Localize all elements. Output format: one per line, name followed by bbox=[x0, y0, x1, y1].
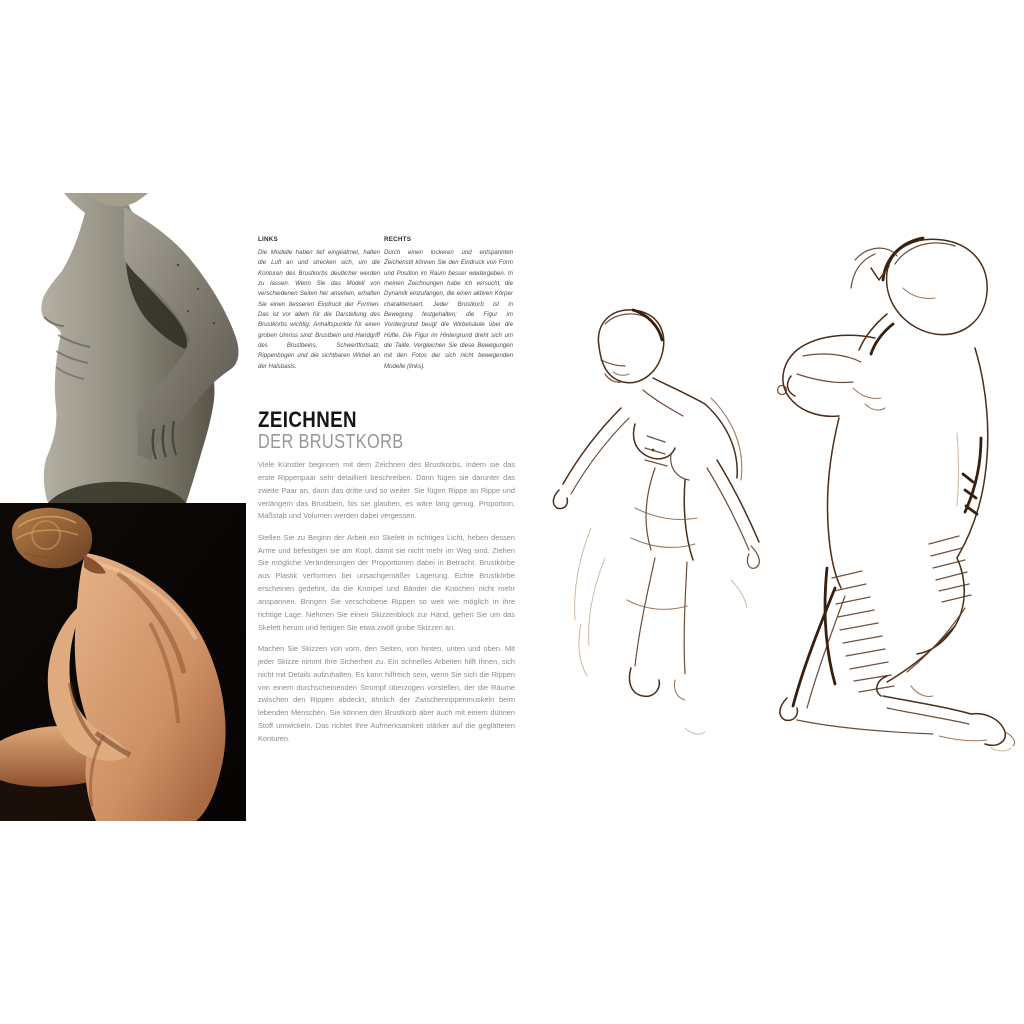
article-title: ZEICHNEN bbox=[258, 407, 357, 432]
caption-rechts bbox=[384, 236, 513, 372]
article-paragraph: Viele Künstler beginnen mit dem Zeichnen des Brustkorbs, indem sie das erste Rippenpaar sehr detailliert beschreiben. Dann fügen sie darunter das zweite Paar an, dann das dritte und so weiter. Sie fügen Rippe an Rippe und verlängern das Brustbein, bis sie glauben, es wäre lang genug. Proportion, Maßstab und Volumen werden dabei vergessen. bbox=[258, 460, 515, 521]
photo-standing-model-profile bbox=[28, 193, 246, 503]
article-body bbox=[258, 459, 515, 746]
sketch-figure-kneeling bbox=[778, 238, 1015, 751]
article-paragraph: Machen Sie Skizzen von vorn, den Seiten, von hinten, unten und oben. Mit jeder Skizze nimmt Ihre Sicherheit zu. Ein schnelles Arbeiten hilft Ihnen, sich nicht mit Details aufzuhalten. Es kann hilfreich sein, wenn Sie sich die Rippen von einem durchscheinenden Strumpf überzogen vorstellen, der die Räume zwischen den Rippen abdeckt, ähnlich der Zwischenrippenmuskeln beim lebenden Menschen. Sie können den Brustkorb aber auch mit einem dünnen Stoff umwickeln. Das richtet Ihre Aufmerksamkeit stärker auf die geglätteten Konturen. bbox=[258, 643, 515, 743]
caption-rechts-text: Durch einen lockeren und entspannten Zeichenstil können Sie den Eindruck von Form und Position im Raum besser wiedergeben. In meinen Zeichnungen habe ich versucht, die Dynamik einzufangen, die einen aktiven Körper charakterisiert. Jeder Brustkorb ist in Bewegung festgehalten; die Figur im Vordergrund beugt die Wirbelsäule über die Hüfte. Die Figur im Hintergrund dreht sich um die Taille. Vergleichen Sie diese Bewegungen mit den Fotos der sich nicht bewegenden Modelle (links). bbox=[384, 249, 513, 370]
caption-links-label: LINKS bbox=[258, 236, 278, 243]
photo-crouching-model bbox=[0, 503, 246, 821]
caption-links-text: Die Modelle haben tief eingeatmet, halten die Luft an und strecken sich, um die Konturen des Brustkorbs deutlicher werden zu lassen. Wenn Sie das Modell von verschiedenen Seiten her ansehen, erhalten Sie einen besseren Eindruck der Formen. Das ist vor allem für die Darstellung des Brustkorbs wichtig. Anhaltspunkte für einen groben Umriss sind: Brustbein und Handgriff des Brustbeins, Schwertfortsatz, Rippenbogen und die sichtbaren Wirbel an der Halsbasis. bbox=[258, 249, 380, 370]
ink-sketch-two-figures bbox=[535, 228, 1020, 793]
article bbox=[258, 407, 515, 754]
caption-rechts-label: RECHTS bbox=[384, 236, 412, 243]
article-subtitle: DER BRUSTKORB bbox=[258, 431, 404, 453]
article-paragraph: Stellen Sie zu Beginn der Arbeit ein Skelett in richtiges Licht, heben dessen Arme und befestigen sie am Kopf, damit sie nicht mehr im Weg sind. Ziehen Sie mögliche Veränderungen der Proportionen dabei in Betracht. Brustkörbe aus Plastik verformen bei unsachgemäßer Lagerung. Echte Brustkörbe erscheinen gedehnt, da die Knorpel und Bänder die Knochen nicht mehr anspannen. Bringen Sie verschobene Rippen so weit wie möglich in ihre richtige Lage. Nehmen Sie einen Skizzenblock zur Hand, gehen Sie um das Skelett herum und fertigen Sie etwa zwölf grobe Skizzen an. bbox=[258, 532, 515, 632]
caption-links bbox=[258, 236, 380, 372]
sketch-figure-bending bbox=[553, 310, 759, 734]
